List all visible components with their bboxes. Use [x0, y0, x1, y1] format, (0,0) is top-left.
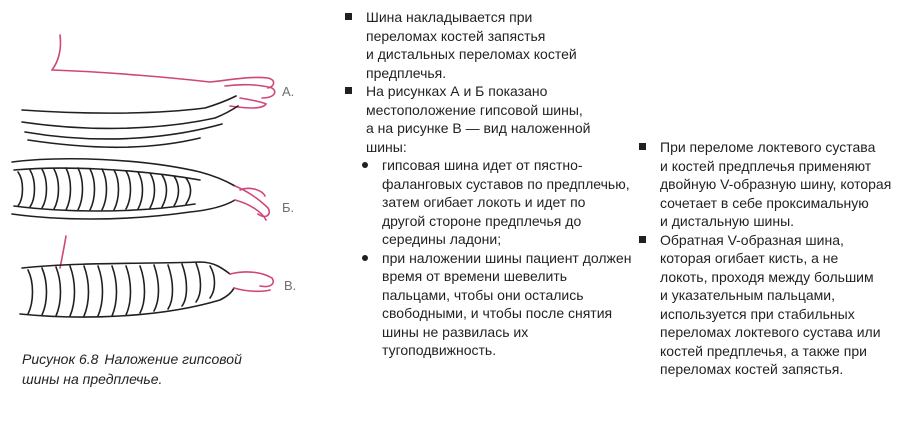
bullet-item: [636, 138, 911, 231]
text-line: Шина накладывается при: [366, 9, 533, 25]
text-line: они остались свободными,: [382, 286, 584, 321]
bullet-item: [342, 82, 632, 156]
text-line: локоть, проходя между большим: [660, 268, 874, 285]
text-line: и указательным пальцами,: [660, 287, 835, 303]
caption-text-2: шины на предплечье.: [22, 371, 163, 387]
text-line: шевелить пальцами, чтобы: [382, 268, 568, 303]
text-line: предплечья.: [366, 64, 447, 81]
text-line: переломах костей запястья.: [660, 361, 844, 377]
round-bullet-icon: [362, 255, 368, 261]
text-line: должен время от времени: [382, 249, 632, 284]
text-line: шины:: [366, 138, 407, 155]
text-line: фаланговых суставов по: [382, 175, 543, 192]
text-line: развилась их тугоподвижность.: [382, 323, 529, 358]
caption-number: Рисунок 6.8: [22, 351, 99, 367]
forearm-splint-illustration: [0, 0, 330, 330]
text-line: переломах локтевого сустава или: [660, 324, 881, 340]
caption-line-1: [22, 349, 312, 369]
middle-text-column: [342, 8, 632, 360]
right-text-column: [636, 138, 911, 379]
text-line: а на рисунке В — вид наложенной: [366, 120, 591, 136]
text-line: и чтобы после снятия шины не: [382, 305, 613, 340]
round-bullet-icon: [362, 162, 368, 168]
text-line: и дистальных переломах костей: [366, 46, 577, 62]
text-line: локоть и идет по другой стороне: [382, 194, 586, 229]
text-line: предплечью, затем огибает: [382, 175, 630, 210]
figure-c-arm: [20, 236, 273, 317]
text-line: и костей предплечья применяют: [660, 157, 872, 174]
sub-bullet-item: [342, 156, 632, 249]
text-line: переломах костей запястья: [366, 27, 546, 44]
text-line: при наложении шины пациент: [382, 249, 579, 266]
sub-bullet-item: [342, 249, 632, 360]
figure-b-arm: [12, 159, 269, 220]
figure-label-b: Б.: [282, 200, 295, 215]
figure-a-arm: [22, 35, 275, 147]
text-line: используется при стабильных: [660, 305, 855, 322]
text-line: которая огибает кисть, а не: [660, 250, 839, 266]
bullet-item: [636, 231, 911, 379]
text-line: предплечья до середины: [382, 212, 582, 247]
text-line: двойную V-образную шину, которая: [660, 176, 892, 192]
text-line: Обратная V-образная шина,: [660, 231, 844, 248]
square-bullet-icon: [345, 87, 352, 94]
text-line: костей предплечья, а также при: [660, 342, 867, 359]
text-line: гипсовая шина идет от пястно-: [382, 157, 583, 173]
figure-label-c: В.: [284, 278, 297, 293]
text-line: местоположение гипсовой шины,: [366, 101, 583, 118]
figure-caption: [22, 349, 312, 389]
text-line: и дистальную шины.: [660, 213, 795, 229]
square-bullet-icon: [639, 236, 646, 243]
text-line: сочетает в себе проксимальную: [660, 194, 869, 211]
square-bullet-icon: [639, 143, 646, 150]
square-bullet-icon: [345, 13, 352, 20]
text-line: На рисунках А и Б показано: [366, 83, 548, 99]
caption-text-1: Наложение гипсовой: [104, 351, 242, 367]
text-line: ладони;: [449, 231, 502, 247]
text-line: При переломе локтевого сустава: [660, 139, 876, 155]
bullet-item: [342, 8, 632, 82]
figure-label-a: А.: [282, 84, 295, 99]
